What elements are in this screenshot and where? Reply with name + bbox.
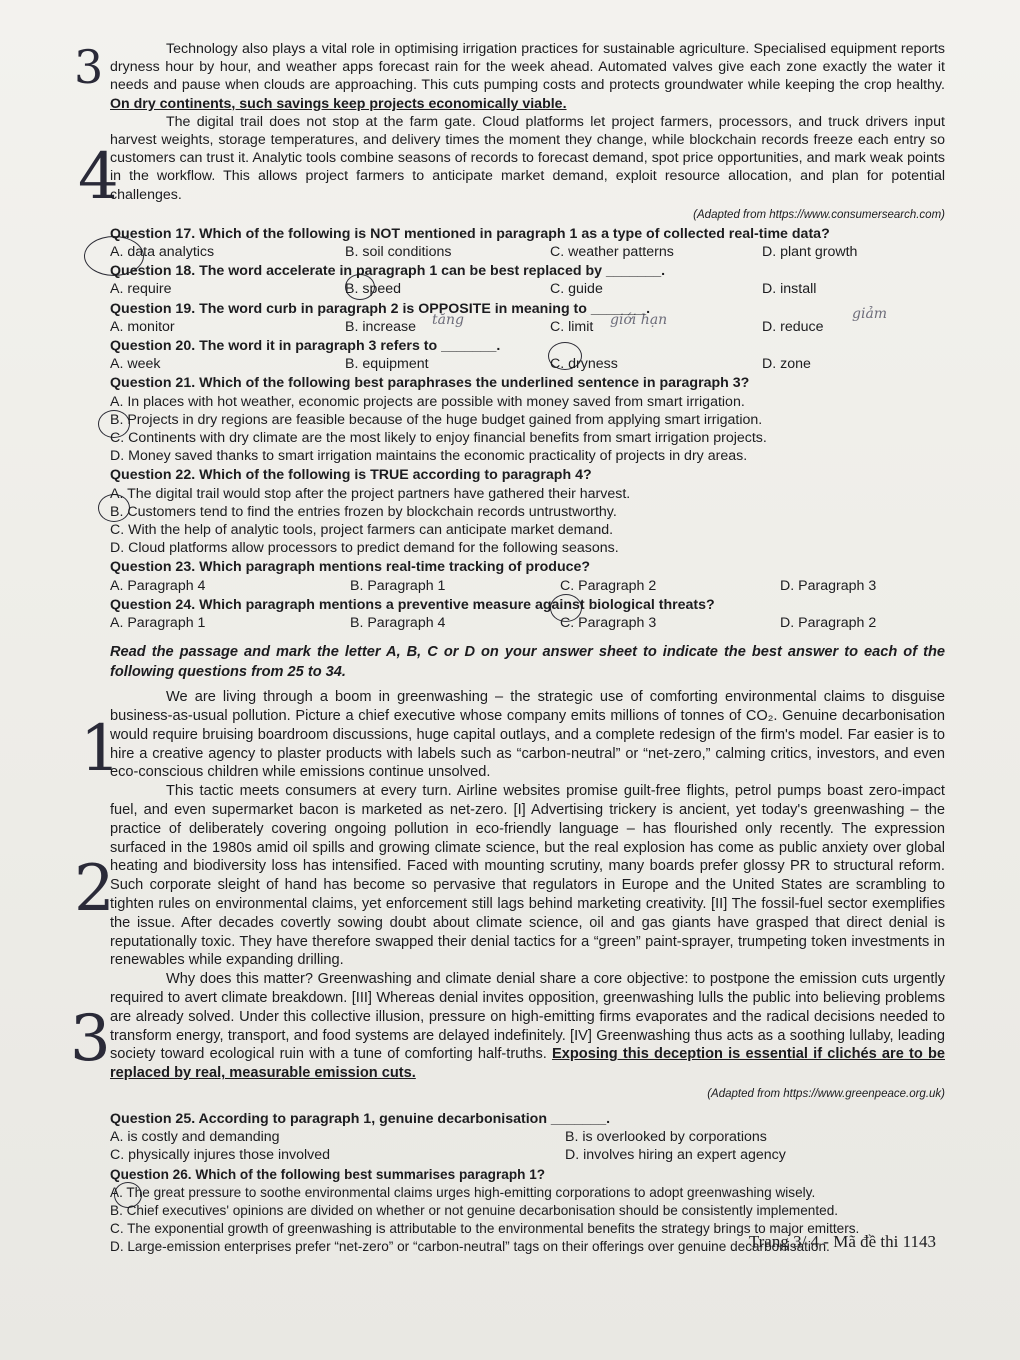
option-a[interactable]: A. monitor	[110, 318, 175, 335]
passage-paragraph-3: Technology also plays a vital role in optimising irrigation practices for sustainable agriculture. Specialised equipment reports dryness hour by hour, and weather apps forecast rain for the week ahead. Automated valves give each zone exactly the water it needs and pause when clouds are approaching. This cuts pumping costs and protects groundwater while keeping the crop healthy. On dry continents, such savings keep projects economically viable.	[110, 41, 945, 112]
question-20: Question 20. The word it in paragraph 3 refers to _______. A. week B. equipment C. dryness D. zone	[110, 337, 945, 373]
note-limit: giới hạn	[610, 312, 668, 328]
passage2-paragraph-1: We are living through a boom in greenwashing – the strategic use of comforting environmental claims to disguise business-as-usual pollution. Picture a chief executive whose company emits millions of tonnes of CO₂. Genuine decarbonisation would require bruising boardroom discussions, huge capital outlays, and a complete redesign of the firm's model. Far easier is to hire a creative agency to plaster products with labels such as “carbon-neutral” or “net-zero,” calming critics, investors, and even eco-conscious children while emissions continue unsolved.	[110, 689, 945, 781]
option-d[interactable]: D. zone	[762, 356, 811, 373]
question-21: Question 21. Which of the following best paraphrases the underlined sentence in paragraph 3? A. In places with hot weather, economic projects are possible with money saved from smart irrigation. B. Projects in dry regions are feasible because of the huge budget gained from applying smart irrigation. C. Continents with dry climate are the most likely to enjoy financial benefits from smart irrigation projects. D. Money saved thanks to smart irrigation maintains the economic practicality of projects in dry areas.	[110, 374, 945, 465]
option-b[interactable]: B. equipment	[345, 356, 429, 373]
question-22: Question 22. Which of the following is TRUE according to paragraph 4? A. The digital trail would stop after the project partners have gathered their harvest. B. Customers tend to find the entries frozen by blockchain records untrustworthy. C. With the help of analytic tools, project farmers can anticipate market demand. D. Cloud platforms allow processors to predict demand for the following seasons.	[110, 466, 945, 557]
question-24: Question 24. Which paragraph mentions a preventive measure against biological threats? A. Paragraph 1 B. Paragraph 4 C. Paragraph 3 D. Paragraph 2	[110, 596, 945, 632]
option-c[interactable]: C. Paragraph 3	[560, 615, 657, 632]
option-d[interactable]: D. reduce	[762, 318, 824, 335]
option-a[interactable]: A. Paragraph 4	[110, 577, 206, 594]
question-25: Question 25. According to paragraph 1, genuine decarbonisation _______. A. is costly and demanding B. is overlooked by corporations C. physically injures those involved D. involves hiring an expert agency	[110, 1110, 945, 1165]
underlined-sentence: On dry continents, such savings keep projects economically viable.	[110, 95, 567, 112]
option-a[interactable]: A. is costly and demanding	[110, 1129, 280, 1146]
option-b[interactable]: B. soil conditions	[345, 244, 452, 261]
passage2-paragraph-2: This tactic meets consumers at every turn. Airline websites promise guilt-free flights, petrol pumps boast zero-impact fuel, and even supermarket bacon is marketed as net-zero. [I] Advertising trickery is ancient, yet today's greenwashing – the practice of deliberately covering ongoing pollution in eco-friendly language – has flourished only recently. The expression surfaced in the 1980s amid oil spills and growing climate science, but the real explosion has come as public anxiety over global heating and biodiversity loss has intensified. Faced with mounting scrutiny, many boards prefer glossy PR to structural reform. Such corporate sleight of hand has become so pervasive that regulators in Europe and the United States are scrambling to tighten rules on environmental claims, yet enforcement still lags behind marketing creativity. [II] The fossil-fuel sector exemplifies the issue. After decades covertly sowing doubt about climate science, oil and gas giants have grasped that direct denial is reputationally toxic. They have therefore swapped their denial tactics for a “green” paint-sprayer, trumpeting token investments in renewables while expanding drilling.	[110, 783, 945, 969]
option-b[interactable]: B. speed	[345, 281, 402, 298]
page-footer: Trang 3/ 4 - Mã đề thi 1143	[748, 1232, 936, 1251]
option-a[interactable]: A. The great pressure to soothe environmental claims urges high-emitting corporations to adopt greenwashing wisely.	[110, 1184, 816, 1200]
option-d[interactable]: D. involves hiring an expert agency	[565, 1147, 786, 1164]
option-a[interactable]: A. In places with hot weather, economic projects are possible with money saved from smart irrigation.	[110, 393, 745, 410]
option-c[interactable]: C. weather patterns	[550, 244, 674, 261]
option-a[interactable]: A. The digital trail would stop after the project partners have gathered their harvest.	[110, 485, 631, 502]
margin-mark-4: 4	[78, 140, 119, 214]
option-b[interactable]: B. Customers tend to find the entries frozen by blockchain records untrustworthy.	[110, 503, 617, 520]
option-c[interactable]: C. dryness	[550, 356, 618, 373]
option-d[interactable]: D. Paragraph 2	[780, 615, 877, 632]
page-content	[110, 40, 945, 1257]
margin-mark-2: 2	[74, 852, 115, 926]
question-17: Question 17. Which of the following is NOT mentioned in paragraph 1 as a type of collected real-time data? A. data analytics B. soil conditions C. weather patterns D. plant growth	[110, 225, 945, 261]
option-a[interactable]: A. require	[110, 281, 172, 298]
passage2-paragraph-3: Why does this matter? Greenwashing and climate denial share a core objective: to postpone the emission cuts urgently required to avert climate breakdown. [III] Whereas denial invites opposition, greenwashing lulls the public into believing problems are already solved. Under this collective illusion, pressure on high-emitting firms evaporates and the radical decisions needed to transform energy, transport, and food systems are delayed indefinitely. [IV] Greenwashing thus acts as a soothing lullaby, leading society toward ecological ruin with a tune of comforting half-truths. Exposing this deception is essential if clichés are to be replaced by real, measurable emission cuts.	[110, 971, 945, 1082]
margin-mark-3b: 3	[70, 1002, 111, 1076]
option-c[interactable]: C. Continents with dry climate are the most likely to enjoy financial benefits from smart irrigation projects.	[110, 430, 767, 447]
option-b[interactable]: B. Paragraph 1	[350, 577, 446, 594]
option-d[interactable]: D. plant growth	[762, 244, 858, 261]
option-c[interactable]: C. guide	[550, 281, 603, 298]
option-a[interactable]: A. data analytics	[110, 244, 215, 261]
option-c[interactable]: C. limit	[550, 318, 594, 335]
underlined-sentence: Exposing this deception is essential if clichés are to be replaced by real, measurable emission cuts.	[110, 1046, 945, 1082]
passage-paragraph-4: The digital trail does not stop at the farm gate. Cloud platforms let project farmers, processors, and truck drivers input harvest weights, storage temperatures, and delivery times the moment they change, while blockchain records freeze each entry so customers can trust it. Analytic tools combine seasons of records to forecast demand, spot price opportunities, and mark weak points in the workflow. This allows project farmers to anticipate market demand, exploit resource allocation, and plan for potential challenges.	[110, 113, 945, 203]
note-reduce: giảm	[852, 306, 888, 322]
option-c[interactable]: C. Paragraph 2	[560, 577, 657, 594]
question-26: Question 26. Which of the following best summarises paragraph 1? A. The great pressure to soothe environmental claims urges high-emitting corporations to adopt greenwashing wisely. B. Chief executives' opinions are divided on whether or not genuine decarbonisation should be consistently implemented. C. The exponential growth of greenwashing is attributable to the environmental benefits the strategy brings to major emitters. D. Large-emission enterprises prefer “net-zero” or “carbon-neutral” tags on their offerings over genuine decarbonisation.	[110, 1166, 945, 1257]
option-b[interactable]: B. Paragraph 4	[350, 615, 446, 632]
source-citation-1: (Adapted from https://www.consumersearch.com)	[693, 208, 945, 221]
margin-mark-3: 3	[74, 40, 104, 94]
source-citation-2: (Adapted from https://www.greenpeace.org.uk)	[707, 1088, 945, 1101]
option-d[interactable]: D. Money saved thanks to smart irrigation maintains the economic practicality of projects in dry areas.	[110, 448, 748, 465]
option-d[interactable]: D. install	[762, 281, 817, 298]
option-a[interactable]: A. Paragraph 1	[110, 615, 206, 632]
option-d[interactable]: D. Paragraph 3	[780, 577, 877, 594]
question-23: Question 23. Which paragraph mentions real-time tracking of produce? A. Paragraph 4 B. Paragraph 1 C. Paragraph 2 D. Paragraph 3	[110, 558, 945, 594]
option-b[interactable]: B. increase	[345, 318, 416, 335]
question-19: Question 19. The word curb in paragraph 2 is OPPOSITE in meaning to _______. A. monitor B. increase C. limit D. reduce	[110, 300, 945, 336]
question-18: Question 18. The word accelerate in paragraph 1 can be best replaced by _______. A. require B. speed C. guide D. install	[110, 262, 945, 298]
option-d[interactable]: D. Large-emission enterprises prefer “net-zero” or “carbon-neutral” tags on their offerings over genuine decarbonisation.	[110, 1239, 830, 1255]
option-a[interactable]: A. week	[110, 356, 161, 373]
option-b[interactable]: B. Chief executives' opinions are divided on whether or not genuine decarbonisation should be consistently implemented.	[110, 1203, 839, 1219]
option-d[interactable]: D. Cloud platforms allow processors to predict demand for the following seasons.	[110, 540, 619, 557]
margin-mark-1: 1	[80, 712, 121, 786]
option-c[interactable]: C. physically injures those involved	[110, 1147, 331, 1164]
option-b[interactable]: B. Projects in dry regions are feasible because of the huge budget gained from applying smart irrigation.	[110, 411, 763, 428]
greenwashing-passage	[110, 688, 945, 1102]
section-instruction: Read the passage and mark the letter A, B, C or D on your answer sheet to indicate the best answer to each of the following questions from 25 to 34.	[110, 644, 945, 681]
option-c[interactable]: C. With the help of analytic tools, project farmers can anticipate market demand.	[110, 522, 614, 539]
note-increase: tăng	[432, 312, 464, 328]
option-b[interactable]: B. is overlooked by corporations	[565, 1129, 767, 1146]
option-c[interactable]: C. The exponential growth of greenwashing is attributable to the environmental benefits the strategy brings to major emitters.	[110, 1221, 860, 1237]
